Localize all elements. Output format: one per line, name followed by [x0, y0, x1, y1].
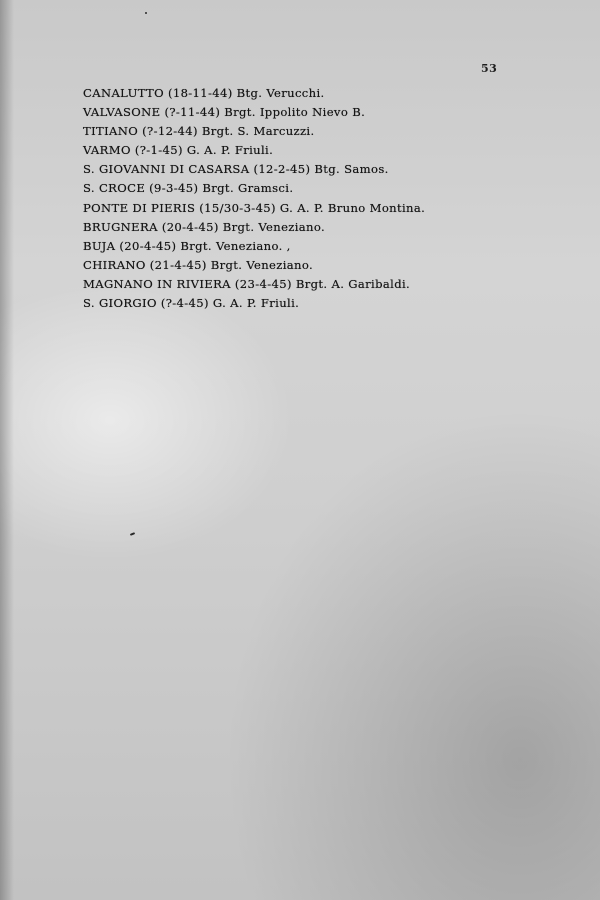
list-item: CANALUTTO (18-11-44) Btg. Verucchi. — [83, 86, 325, 100]
list-item: S. GIOVANNI DI CASARSA (12-2-45) Btg. Samos. — [83, 162, 389, 177]
list-item: BUJA (20-4-45) Brgt. Veneziano. , — [83, 238, 291, 253]
list-item: BRUGNERA (20-4-45) Brgt. Veneziano. — [83, 219, 326, 234]
list-item: TITIANO (?-12-44) Brgt. S. Marcuzzi. — [83, 124, 315, 139]
page-edge-shadow — [0, 0, 14, 900]
list-item: S. CROCE (9-3-45) Brgt. Gramsci. — [83, 181, 294, 196]
ink-speck — [130, 532, 135, 536]
list-item: MAGNANO IN RIVIERA (23-4-45) Brgt. A. Garibaldi. — [83, 276, 411, 291]
list-item: CHIRANO (21-4-45) Brgt. Veneziano. — [83, 257, 314, 272]
ink-speck — [145, 12, 147, 14]
list-item: VARMO (?-1-45) G. A. P. Friuli. — [83, 143, 274, 158]
list-item: VALVASONE (?-11-44) Brgt. Ippolito Nievo B. — [83, 105, 366, 120]
page-number: 53 — [481, 62, 498, 75]
list-item: PONTE DI PIERIS (15/30-3-45) G. A. P. Bruno Montina. — [83, 200, 426, 215]
list-item: S. GIORGIO (?-4-45) G. A. P. Friuli. — [83, 296, 300, 311]
entry-list — [83, 84, 425, 313]
